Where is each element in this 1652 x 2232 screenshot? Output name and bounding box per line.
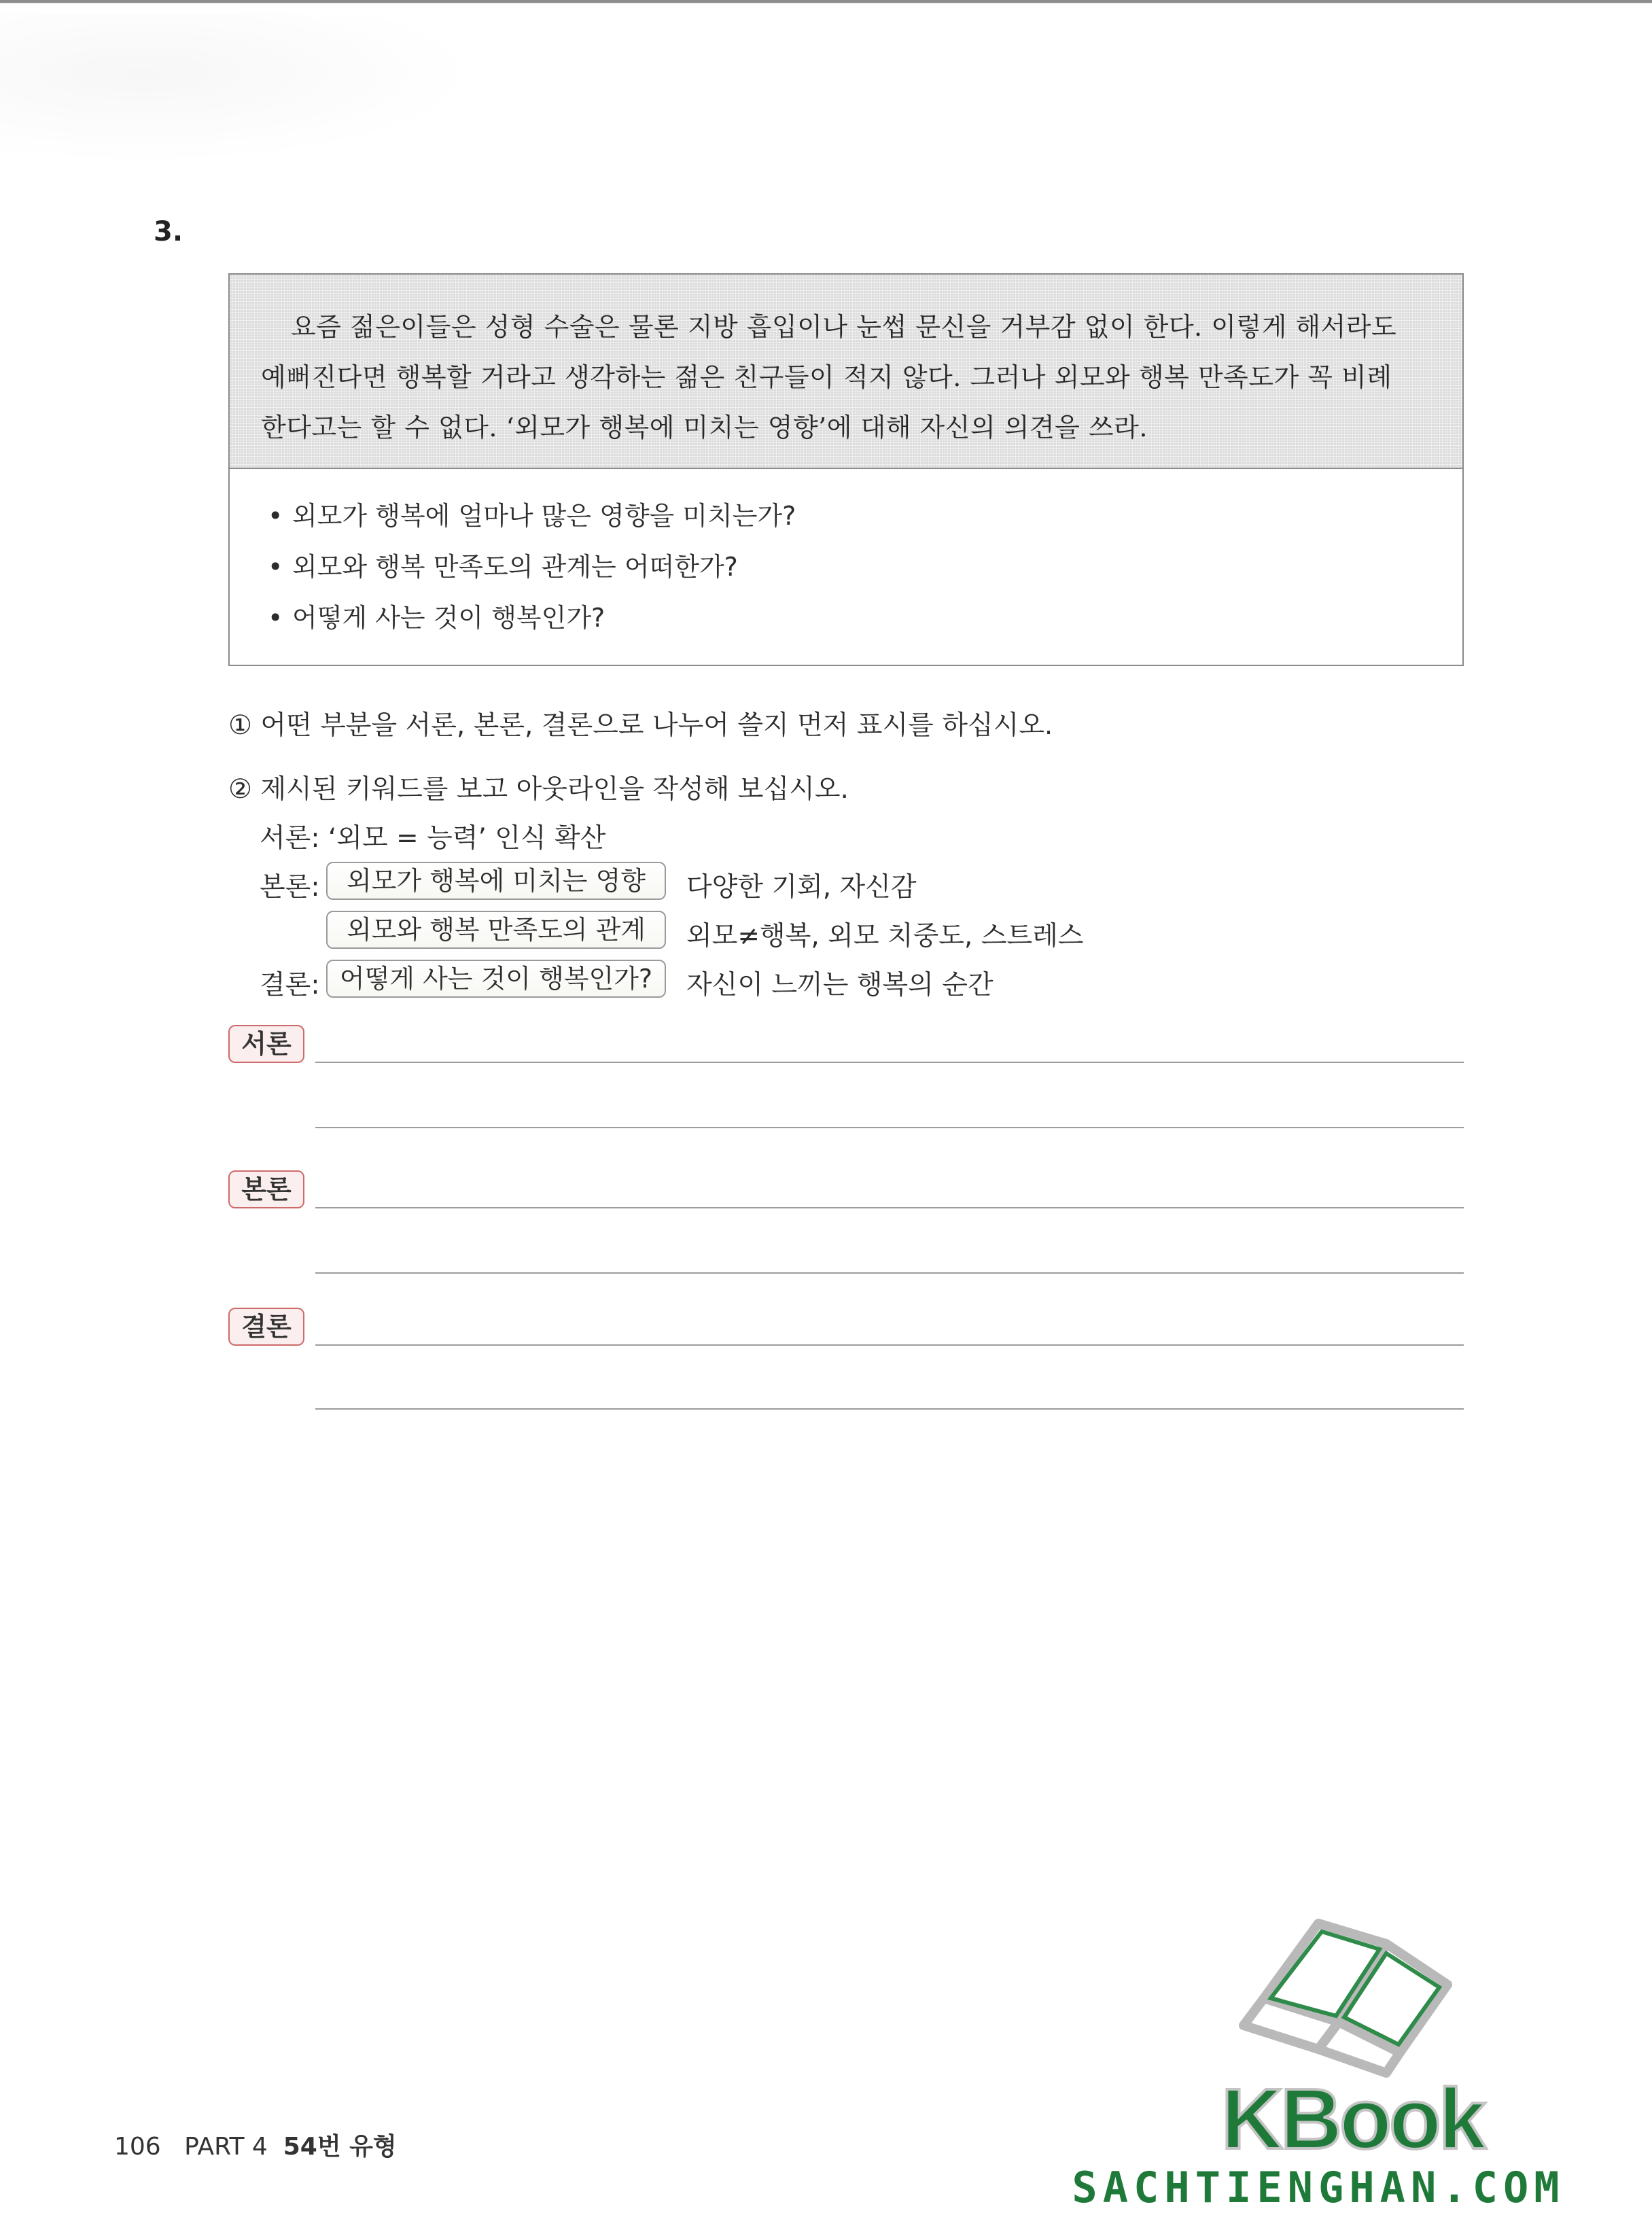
bullet-item: • 외모와 행복 만족도의 관계는 어떠한가? xyxy=(268,542,796,593)
body-tag: 본론 xyxy=(228,1170,304,1208)
outline-intro: 서론: ‘외모 = 능력’ 인식 확산 xyxy=(260,823,606,854)
site-watermark: SACHTIENGHAN.COM xyxy=(1072,2163,1565,2212)
intro-tag: 서론 xyxy=(228,1025,304,1063)
conclusion-write-line[interactable] xyxy=(315,1408,1464,1410)
outline-conclusion-label: 결론: xyxy=(260,970,320,1000)
question-number: 3. xyxy=(154,216,183,247)
keyword-note: 자신이 느끼는 행복의 순간 xyxy=(686,970,994,1000)
keyword-box: 외모와 행복 만족도의 관계 xyxy=(326,911,666,949)
bullet-item: • 어떻게 사는 것이 행복인가? xyxy=(268,593,796,644)
conclusion-tag: 결론 xyxy=(228,1308,304,1346)
kbook-logo xyxy=(1182,1896,1522,2167)
section-label: 54번 유형 xyxy=(283,2133,397,2161)
page-number: 106 xyxy=(114,2133,161,2161)
keyword-box: 외모가 행복에 미치는 영향 xyxy=(326,862,666,900)
part-label: PART 4 xyxy=(184,2133,268,2161)
instruction-step2: ② 제시된 키워드를 보고 아웃라인을 작성해 보십시오. xyxy=(228,774,849,805)
book-icon xyxy=(1182,1896,1522,2080)
outline-body-label: 본론: xyxy=(260,872,320,903)
page-footer xyxy=(114,2127,397,2162)
scan-artifact xyxy=(0,14,476,163)
keyword-note: 외모≠행복, 외모 치중도, 스트레스 xyxy=(686,921,1084,952)
prompt-line: 예뻐진다면 행복할 거라고 생각하는 젊은 친구들이 적지 않다. 그러나 외모와 행복 만족도가 꼭 비례 xyxy=(261,362,1392,392)
intro-write-line[interactable] xyxy=(315,1062,1464,1063)
body-write-line[interactable] xyxy=(315,1207,1464,1208)
prompt-paragraph xyxy=(261,302,1433,453)
instruction-step1: ① 어떤 부분을 서론, 본론, 결론으로 나누어 쓸지 먼저 표시를 하십시오. xyxy=(228,710,1053,741)
intro-write-line[interactable] xyxy=(315,1127,1464,1128)
logo-wordmark: KBook xyxy=(1221,2071,1483,2167)
prompt-line: 요즘 젊은이들은 성형 수술은 물론 지방 흡입이나 눈썹 문신을 거부감 없이 한다. 이렇게 해서라도 xyxy=(291,312,1397,342)
body-write-line[interactable] xyxy=(315,1272,1464,1274)
bullet-item: • 외모가 행복에 얼마나 많은 영향을 미치는가? xyxy=(268,491,796,542)
prompt-line: 한다고는 할 수 없다. ‘외모가 행복에 미치는 영향’에 대해 자신의 의견을 쓰라. xyxy=(261,413,1148,442)
prompt-paragraph-panel xyxy=(230,275,1462,469)
guide-bullets xyxy=(268,491,796,644)
conclusion-write-line[interactable] xyxy=(315,1344,1464,1346)
keyword-box: 어떻게 사는 것이 행복인가? xyxy=(326,960,666,998)
prompt-box xyxy=(228,273,1464,666)
keyword-note: 다양한 기회, 자신감 xyxy=(686,872,917,903)
